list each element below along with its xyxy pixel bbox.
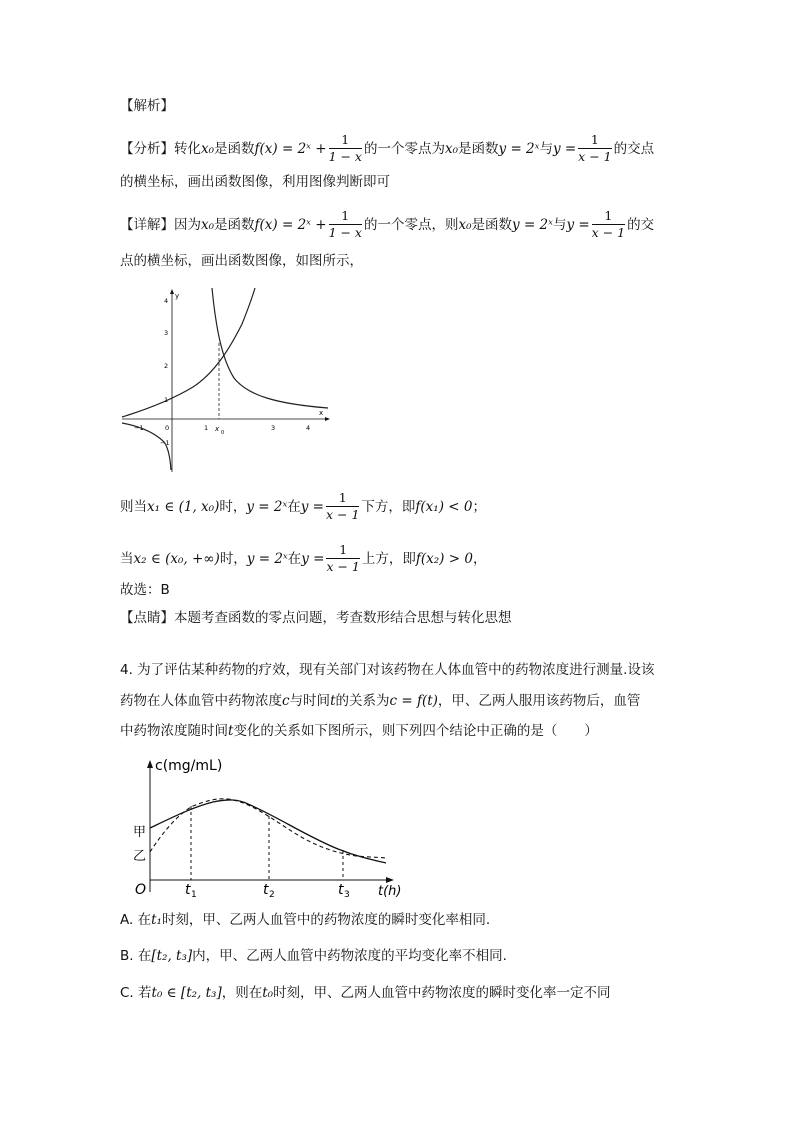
y-tick: 1 xyxy=(164,396,169,404)
x-tick: −1 xyxy=(134,424,144,432)
exponential-curve xyxy=(122,288,255,417)
x-axis-arrow xyxy=(325,417,330,421)
q4-line-3: 中药物浓度随时间t变化的关系如下图所示，则下列四个结论中正确的是（ ） xyxy=(120,723,598,739)
t-axis-arrow xyxy=(386,877,394,883)
concentration-graph xyxy=(128,752,408,898)
t1-subscript: 1 xyxy=(191,890,197,898)
c-axis-arrow xyxy=(147,760,153,768)
t3-label: t xyxy=(338,882,344,898)
solution-heading: 【解析】 xyxy=(120,98,174,114)
analysis-line: 【分析】转化x₀是函数f(x) = 2ˣ + $\frac{1}{1 - x}$ 的一个零点为x₀是函数y = 2ˣ与y = $\frac{1}{x - 1}$ 的交点 xyxy=(120,132,655,164)
case1-line: 则当x₁ ∈ (1, x₀)时，y = 2ˣ在y = $\frac{1}{x - 1}$ 下方，即f(x₁) < 0； xyxy=(120,490,486,522)
detail-line: 【详解】因为x₀是函数f(x) = 2ˣ + $\frac{1}{1 - x}$ 的一个零点，则x₀是函数y = 2ˣ与y = $\frac{1}{x - 1}$ 的交 xyxy=(120,208,655,240)
option-a: A. 在t₁时刻，甲、乙两人血管中的药物浓度的瞬时变化率相同. xyxy=(120,912,491,928)
y-tick: 4 xyxy=(164,297,169,305)
analysis-line-2: 的横坐标，画出函数图像，利用图像判断即可 xyxy=(120,174,390,190)
detail-line-2: 点的横坐标，画出函数图像，如图所示， xyxy=(120,253,363,269)
t-axis-label: t(h) xyxy=(378,884,402,898)
q4-line-1: 4. 为了评估某种药物的疗效，现有关部门对该药物在人体血管中的药物浓度进行测量.设该 xyxy=(120,662,655,678)
jia-label: 甲 xyxy=(133,825,147,840)
x0-subscript: 0 xyxy=(221,430,225,436)
origin-label: O xyxy=(135,882,147,898)
t1-label: t xyxy=(185,882,191,898)
fraction: $\frac{1}{x - 1}$ xyxy=(591,208,626,240)
y-axis-label: y xyxy=(175,292,180,300)
t2-subscript: 2 xyxy=(269,890,275,898)
q4-line-2: 药物在人体血管中药物浓度c与时间t的关系为c = f(t)，甲、乙两人服用该药物后，血管 xyxy=(120,693,641,709)
y-tick: 3 xyxy=(164,329,169,337)
comment-line: 【点睛】本题考查函数的零点问题，考查数形结合思想与转化思想 xyxy=(120,610,512,626)
y-tick: 2 xyxy=(164,362,169,370)
fraction: $\frac{1}{1 - x}$ xyxy=(328,208,362,240)
answer-choice: 故选：B xyxy=(120,582,170,598)
x0-label: x xyxy=(215,425,220,433)
x-tick: 4 xyxy=(306,424,311,432)
hyperbola-right-branch xyxy=(212,288,328,408)
x-tick: 3 xyxy=(271,424,276,432)
yi-label: 乙 xyxy=(133,849,147,864)
option-c: C. 若t₀ ∈ [t₂, t₃]，则在t₀时刻，甲、乙两人血管中药物浓度的瞬时变化率一定不同 xyxy=(120,985,611,1001)
fraction: $\frac{1}{x - 1}$ xyxy=(326,542,360,574)
t2-label: t xyxy=(263,882,269,898)
y-tick: −1 xyxy=(160,439,170,447)
x-tick: 0 xyxy=(165,424,170,432)
case2-line: 当x₂ ∈ (x₀, +∞)时，y = 2ˣ在y = $\frac{1}{x - 1}$ 上方，即f(x₂) > 0， xyxy=(120,542,487,574)
option-b: B. 在[t₂, t₃]内，甲、乙两人血管中药物浓度的平均变化率不相同. xyxy=(120,948,507,964)
x-axis-label: x xyxy=(319,409,324,417)
curve-yi xyxy=(150,799,386,858)
fraction: $\frac{1}{x - 1}$ xyxy=(578,132,612,164)
fraction: $\frac{1}{1 - x}$ xyxy=(328,132,362,164)
t3-subscript: 3 xyxy=(344,890,350,898)
fraction: $\frac{1}{x - 1}$ xyxy=(325,490,360,522)
c-axis-label: c(mg/mL) xyxy=(155,758,223,774)
x-tick: 1 xyxy=(204,424,209,432)
curve-jia xyxy=(150,800,386,863)
function-graph xyxy=(118,284,334,474)
y-axis-arrow xyxy=(170,289,174,294)
